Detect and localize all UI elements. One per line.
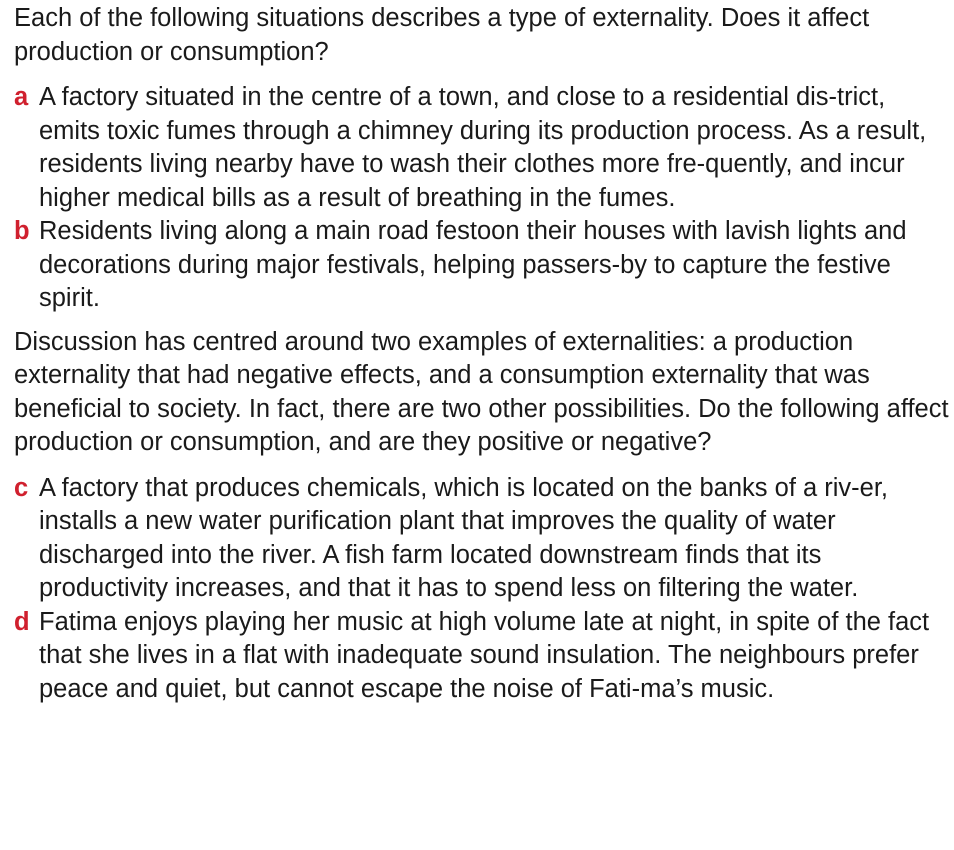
question-item-a xyxy=(14,81,949,215)
item-letter: b xyxy=(14,217,30,245)
first-question-list xyxy=(14,81,949,316)
exercise-page xyxy=(14,2,949,706)
item-letter: c xyxy=(14,473,29,502)
question-item-c xyxy=(14,472,949,606)
second-question-list xyxy=(14,472,949,707)
discussion-paragraph: Discussion has centred around two examples of externalities: a production externality that had negative effects, and a consumption externality that was beneficial to society. In fact, there are two other possibilities. Do the following affect production or consumption, and are they positive or negative? xyxy=(14,327,949,456)
item-text: A factory that produces chemicals, which is located on the banks of a riv-er, installs a new water purification plant that improves the quality of water discharged into the river. A fish farm located downstream finds that its productivity increases, and that it has to spend less on filtering the water. xyxy=(39,473,889,602)
item-text: Fatima enjoys playing her music at high volume late at night, in spite of the fact that she lives in a flat with inadequate sound insulation. The neighbours prefer peace and quiet, but cannot escape the noise of Fati-ma’s music. xyxy=(39,607,930,703)
item-letter: a xyxy=(14,83,29,111)
item-text: Residents living along a main road festoon their houses with lavish lights and decorations during major festivals, helping passers-by to capture the festive spirit. xyxy=(39,217,907,312)
intro-paragraph: Each of the following situations describes a type of externality. Does it affect production or consumption? xyxy=(14,4,870,66)
question-item-b xyxy=(14,215,949,316)
item-letter: d xyxy=(14,607,30,636)
item-text: A factory situated in the centre of a town, and close to a residential dis-trict, emits toxic fumes through a chimney during its production process. As a result, residents living nearby have to wash their clothes more fre-quently, and incur higher medical bills as a result of breathing in the fumes. xyxy=(39,83,927,212)
question-item-d xyxy=(14,606,949,707)
